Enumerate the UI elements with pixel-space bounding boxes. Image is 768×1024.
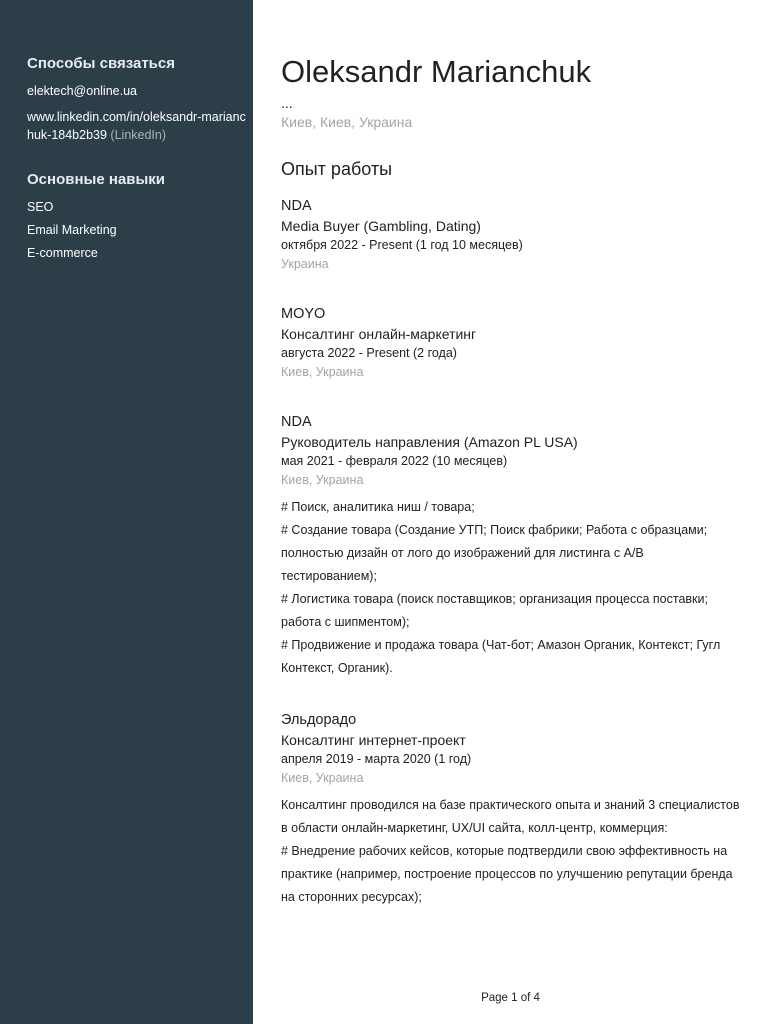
- description-line: # Логистика товара (поиск поставщиков; организация процесса поставки; работа с шипментом);: [281, 592, 708, 629]
- job-role: Консалтинг онлайн-маркетинг: [281, 326, 477, 342]
- job-company: NDA: [281, 198, 312, 214]
- skill-item-ecommerce: E-commerce: [27, 246, 98, 260]
- job-company: MOYO: [281, 306, 326, 322]
- job-entry: [281, 710, 741, 909]
- person-location: Киев, Киев, Украина: [281, 114, 413, 130]
- skill-item-email-marketing: Email Marketing: [27, 223, 117, 237]
- description-line: # Продвижение и продажа товара (Чат-бот; Амазон Органик, Контекст; Гугл Контекст, Органик).: [281, 638, 721, 675]
- description-line: Консалтинг проводился на базе практического опыта и знаний 3 специалистов в области онлайн-маркетинг, UX/UI сайта, колл-центр, коммерция:: [281, 798, 740, 835]
- job-role: Консалтинг интернет-проект: [281, 732, 466, 748]
- contact-heading: Способы связаться: [27, 55, 175, 72]
- job-company: Эльдорадо: [281, 712, 357, 728]
- page-number: Page 1 of 4: [481, 992, 540, 1004]
- job-location: Киев, Украина: [281, 365, 364, 379]
- person-name: Oleksandr Marianchuk: [281, 54, 592, 89]
- sidebar: [0, 0, 253, 1024]
- experience-heading: Опыт работы: [281, 159, 393, 179]
- skills-heading: Основные навыки: [27, 171, 165, 188]
- linkedin-label: (LinkedIn): [110, 128, 167, 142]
- job-role: Руководитель направления (Amazon PL USA): [281, 434, 578, 450]
- job-dates: октября 2022 - Present (1 год 10 месяцев): [281, 238, 523, 252]
- email-link[interactable]: elektech@online.ua: [27, 84, 137, 98]
- job-dates: мая 2021 - февраля 2022 (10 месяцев): [281, 454, 508, 468]
- job-entry: [281, 412, 741, 680]
- headline: ...: [281, 95, 293, 111]
- job-dates: апреля 2019 - марта 2020 (1 год): [281, 752, 472, 766]
- job-role: Media Buyer (Gambling, Dating): [281, 218, 481, 234]
- skills-list: [27, 198, 253, 262]
- description-line: # Поиск, аналитика ниш / товара;: [281, 500, 475, 514]
- job-entry: [281, 304, 741, 382]
- job-entry: [281, 196, 741, 274]
- main-content: [281, 52, 741, 939]
- job-location: Киев, Украина: [281, 473, 364, 487]
- linkedin-url[interactable]: www.linkedin.com/in/oleksandr-marianchuk-184b2b39: [27, 110, 246, 142]
- job-dates: августа 2022 - Present (2 года): [281, 346, 457, 360]
- job-description: [281, 496, 741, 680]
- job-company: NDA: [281, 414, 312, 430]
- description-line: # Внедрение рабочих кейсов, которые подтвердили свою эффективность на практике (например, построение процессов по улучшению репутации бренда на сторонних ресурсах);: [281, 844, 733, 904]
- job-location: Киев, Украина: [281, 771, 364, 785]
- job-location: Украина: [281, 257, 329, 271]
- description-line: # Создание товара (Создание УТП; Поиск фабрики; Работа с образцами; полностью дизайн от лого до изображений для листинга с A/B тестированием);: [281, 523, 708, 583]
- linkedin-link[interactable]: [27, 108, 247, 144]
- skill-item-seo: SEO: [27, 200, 54, 214]
- job-description: [281, 794, 741, 909]
